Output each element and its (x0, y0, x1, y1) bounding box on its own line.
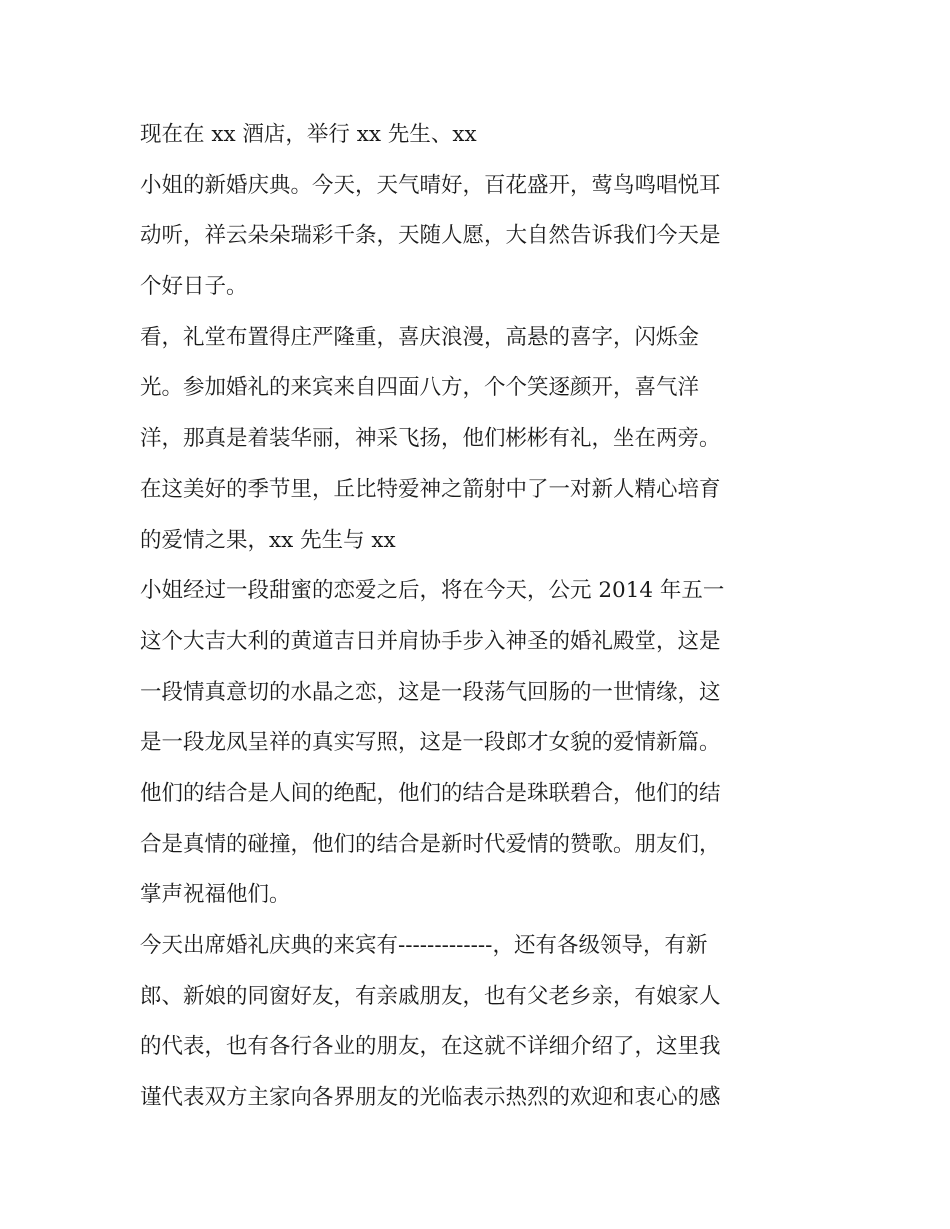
text-line-3: 动听，祥云朵朵瑞彩千条，天随人愿，大自然告诉我们今天是 (140, 223, 721, 249)
text-line-14: 他们的结合是人间的绝配，他们的结合是珠联碧合，他们的结 (140, 780, 721, 806)
text-line-15: 合是真情的碰撞，他们的结合是新时代爱情的赞歌。朋友们， (140, 831, 721, 857)
text-line-2: 小姐的新婚庆典。今天，天气晴好，百花盛开，莺鸟鸣唱悦耳 (140, 172, 721, 198)
text-line-18: 郎、新娘的同窗好友，有亲戚朋友，也有父老乡亲，有娘家人 (140, 983, 721, 1009)
text-line-17: 今天出席婚礼庆典的来宾有-------------，还有各级领导，有新 (140, 933, 708, 958)
text-line-1: 现在在 xx 酒店，举行 xx 先生、xx (140, 122, 477, 147)
text-line-16: 掌声祝福他们。 (140, 882, 291, 908)
text-line-9: 的爱情之果，xx 先生与 xx (140, 527, 396, 553)
text-line-10: 小姐经过一段甜蜜的恋爱之后，将在今天，公元 2014 年五一 (140, 578, 725, 604)
body-text (140, 110, 830, 1124)
text-line-8: 在这美好的季节里，丘比特爱神之箭射中了一对新人精心培育 (140, 476, 721, 502)
text-line-11: 这个大吉大利的黄道吉日并肩协手步入神圣的婚礼殿堂，这是 (140, 628, 721, 654)
text-line-13: 是一段龙凤呈祥的真实写照，这是一段郎才女貌的爱情新篇。 (140, 730, 721, 756)
text-line-6: 光。参加婚礼的来宾来自四面八方，个个笑逐颜开，喜气洋 (140, 375, 700, 401)
text-line-7: 洋，那真是着装华丽，神采飞扬，他们彬彬有礼，坐在两旁。 (140, 426, 721, 452)
text-line-5: 看，礼堂布置得庄严隆重，喜庆浪漫，高悬的喜字，闪烁金 (140, 324, 700, 350)
text-line-19: 的代表，也有各行各业的朋友，在这就不详细介绍了，这里我 (140, 1034, 721, 1060)
text-line-12: 一段情真意切的水晶之恋，这是一段荡气回肠的一世情缘，这 (140, 679, 721, 705)
text-line-20: 谨代表双方主家向各界朋友的光临表示热烈的欢迎和衷心的感 (140, 1085, 721, 1111)
text-line-4: 个好日子。 (140, 274, 248, 300)
